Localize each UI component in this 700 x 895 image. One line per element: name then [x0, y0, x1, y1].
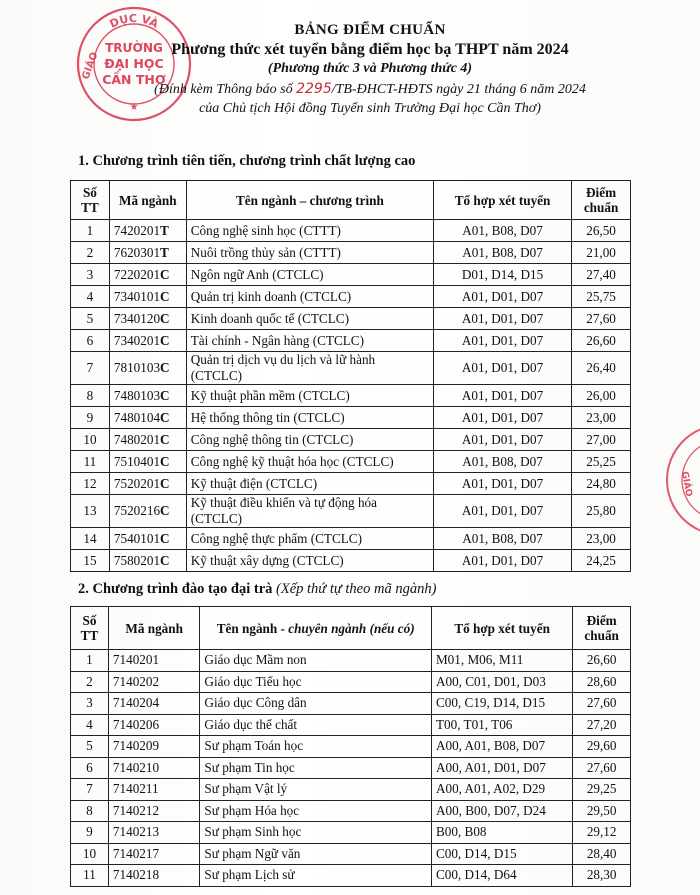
row-score: 24,25 [572, 550, 631, 572]
row-score: 28,40 [573, 843, 631, 865]
table-row [71, 330, 631, 352]
row-combo: B00, B08 [431, 822, 572, 844]
code-number: 7220201 [113, 266, 161, 282]
stamp-star-icon: ★ [129, 102, 139, 113]
table-row [71, 429, 631, 451]
row-code [109, 451, 186, 473]
row-code: 7140201 [108, 650, 200, 672]
stamp-line-1: TRƯỜNG [105, 41, 163, 55]
row-name: Sư phạm Vật lý [200, 779, 432, 801]
row-stt: 15 [71, 550, 110, 572]
row-name: Công nghệ sinh học (CTTT) [186, 220, 433, 242]
row-code: 7140204 [108, 693, 200, 715]
table-row [71, 736, 631, 758]
row-name: Giáo dục thể chất [200, 714, 432, 736]
row-combo: A01, B08, D07 [434, 242, 572, 264]
table-row [71, 757, 631, 779]
row-score: 27,60 [573, 757, 631, 779]
row-name: Giáo dục Tiểu học [200, 671, 432, 693]
table-row [71, 242, 631, 264]
admission-methods: (Phương thức 3 và Phương thức 4) [267, 61, 473, 76]
section-2-title [78, 581, 436, 598]
code-suffix: C [160, 387, 170, 403]
row-score: 26,40 [572, 352, 631, 385]
row-code: 7140211 [108, 779, 200, 801]
row-score: 27,40 [572, 264, 631, 286]
row-stt: 3 [71, 264, 110, 286]
code-number: 7480104 [113, 409, 161, 425]
row-stt: 8 [71, 800, 109, 822]
row-combo: A00, C01, D01, D03 [431, 671, 572, 693]
row-score: 25,25 [572, 451, 631, 473]
code-number: 7520201 [113, 475, 161, 491]
row-score: 25,80 [572, 495, 631, 528]
col-score: Điểm chuẩn [572, 181, 631, 220]
row-combo: A00, B00, D07, D24 [431, 800, 572, 822]
row-score: 23,00 [572, 407, 631, 429]
document-header [90, 22, 650, 118]
row-score: 27,60 [572, 308, 631, 330]
code-suffix: C [160, 409, 170, 425]
row-score: 26,60 [573, 650, 631, 672]
row-stt: 5 [71, 308, 110, 330]
stamp-line-3: CẦN THƠ [102, 72, 166, 87]
table-row [71, 843, 631, 865]
row-name: Sư phạm Lịch sử [200, 865, 432, 887]
table-row [71, 865, 631, 887]
row-score: 25,75 [572, 286, 631, 308]
row-code: 7140206 [108, 714, 200, 736]
code-number: 7540101 [113, 530, 161, 546]
row-score: 28,60 [573, 671, 631, 693]
table-row [71, 650, 631, 672]
row-code [109, 286, 186, 308]
code-number: 7480103 [113, 387, 161, 403]
code-number: 7480201 [113, 431, 161, 447]
code-number: 7520216 [113, 503, 161, 518]
code-suffix: T [160, 222, 169, 238]
row-combo: A01, D01, D07 [434, 330, 572, 352]
code-number: 7510401 [113, 453, 161, 469]
code-suffix: C [160, 360, 170, 375]
col-combo: Tổ hợp xét tuyển [434, 181, 572, 220]
row-code [109, 528, 186, 550]
row-score: 26,00 [572, 385, 631, 407]
row-combo: A01, D01, D07 [434, 407, 572, 429]
code-suffix: C [160, 431, 170, 447]
row-stt: 9 [71, 822, 109, 844]
row-score: 26,50 [572, 220, 631, 242]
row-name: Quản trị dịch vụ du lịch và lữ hành (CTCLC) [186, 352, 433, 385]
attachment-suffix: /TB-ĐHCT-HĐTS ngày 21 tháng 6 năm 2024 [331, 82, 586, 97]
col-combo: Tổ hợp xét tuyển [431, 607, 572, 650]
row-code: 7140202 [108, 671, 200, 693]
row-name: Ngôn ngữ Anh (CTCLC) [186, 264, 433, 286]
row-name: Công nghệ thực phẩm (CTCLC) [186, 528, 433, 550]
code-number: 7810103 [113, 360, 161, 375]
code-suffix: C [160, 530, 170, 546]
row-name: Hệ thống thông tin (CTCLC) [186, 407, 433, 429]
row-score: 29,25 [573, 779, 631, 801]
table-row [71, 308, 631, 330]
row-name: Quản trị kinh doanh (CTCLC) [186, 286, 433, 308]
row-combo: A00, A01, A02, D29 [431, 779, 572, 801]
row-stt: 2 [71, 671, 109, 693]
code-number: 7580201 [113, 552, 161, 568]
table-row [71, 451, 631, 473]
code-number: 7420201 [113, 222, 161, 238]
row-stt: 9 [71, 407, 110, 429]
table-row [71, 220, 631, 242]
row-code [109, 264, 186, 286]
row-code [109, 550, 186, 572]
col-stt: Số TT [71, 181, 110, 220]
col-name-prefix: Tên ngành - [216, 620, 289, 636]
table-row [71, 800, 631, 822]
row-name: Kỹ thuật phần mềm (CTCLC) [186, 385, 433, 407]
col-stt: Số TT [71, 607, 109, 650]
stamp-left-arc-text: GIÁO [80, 50, 101, 82]
code-suffix: T [160, 244, 169, 260]
row-score: 29,12 [573, 822, 631, 844]
row-score: 27,00 [572, 429, 631, 451]
col-code: Mã ngành [109, 181, 186, 220]
row-stt: 7 [71, 779, 109, 801]
code-suffix: C [160, 266, 170, 282]
col-score: Điểm chuẩn [573, 607, 631, 650]
row-stt: 11 [71, 451, 110, 473]
row-score: 28,30 [573, 865, 631, 887]
row-name: Kỹ thuật điện (CTCLC) [186, 473, 433, 495]
row-stt: 5 [71, 736, 109, 758]
code-suffix: C [160, 332, 170, 348]
col-name [200, 607, 432, 650]
row-combo: A01, D01, D07 [434, 352, 572, 385]
row-code [109, 220, 186, 242]
row-name: Sư phạm Sinh học [200, 822, 432, 844]
row-code [109, 330, 186, 352]
row-stt: 7 [71, 352, 110, 385]
row-code: 7140210 [108, 757, 200, 779]
row-stt: 10 [71, 429, 110, 451]
row-code: 7140209 [108, 736, 200, 758]
row-name: Giáo dục Công dân [200, 693, 432, 715]
row-code [109, 385, 186, 407]
stamp-arc-text: DỤC VÀ [107, 11, 161, 31]
row-stt: 3 [71, 693, 109, 715]
partial-seal-stamp [660, 420, 700, 540]
row-name: Giáo dục Mầm non [200, 650, 432, 672]
row-stt: 8 [71, 385, 110, 407]
table-row [71, 550, 631, 572]
row-combo: A01, D01, D07 [434, 308, 572, 330]
table-row [71, 693, 631, 715]
row-code [109, 308, 186, 330]
code-number: 7340101 [113, 288, 161, 304]
row-name: Kỹ thuật xây dựng (CTCLC) [186, 550, 433, 572]
row-name: Kỹ thuật điều khiển và tự động hóa (CTCLC) [186, 495, 433, 528]
table-header-row [71, 607, 631, 650]
row-stt: 4 [71, 286, 110, 308]
regular-programs-table [70, 606, 631, 887]
row-name: Kinh doanh quốc tế (CTCLC) [186, 308, 433, 330]
row-stt: 10 [71, 843, 109, 865]
row-code [109, 407, 186, 429]
table-row [71, 352, 631, 385]
row-score: 29,60 [573, 736, 631, 758]
row-combo: A00, A01, D01, D07 [431, 757, 572, 779]
row-name: Sư phạm Ngữ văn [200, 843, 432, 865]
row-combo: C00, D14, D64 [431, 865, 572, 887]
row-score: 27,60 [573, 693, 631, 715]
code-suffix: C [160, 503, 170, 518]
table-row [71, 286, 631, 308]
attachment-prefix: (Đính kèm Thông báo số [154, 82, 297, 97]
attachment-note [90, 80, 650, 118]
row-code [109, 242, 186, 264]
stamp-line-2: ĐẠI HỌC [104, 56, 164, 71]
col-name-italic: chuyên ngành (nếu có) [288, 620, 415, 636]
row-code [109, 473, 186, 495]
row-code [109, 352, 186, 385]
row-code: 7140212 [108, 800, 200, 822]
row-combo: A01, D01, D07 [434, 429, 572, 451]
row-combo: A01, D01, D07 [434, 550, 572, 572]
row-combo: A01, B08, D07 [434, 528, 572, 550]
row-stt: 4 [71, 714, 109, 736]
table-row [71, 714, 631, 736]
table-row [71, 407, 631, 429]
row-score: 23,00 [572, 528, 631, 550]
row-name: Sư phạm Toán học [200, 736, 432, 758]
row-combo: A01, B08, D07 [434, 451, 572, 473]
row-stt: 2 [71, 242, 110, 264]
section-2-title-note: (Xếp thứ tự theo mã ngành) [276, 581, 437, 597]
row-combo: A01, B08, D07 [434, 220, 572, 242]
row-stt: 13 [71, 495, 110, 528]
code-suffix: C [160, 552, 170, 568]
table-header-row [71, 181, 631, 220]
document-subtitle: Phương thức xét tuyển bằng điểm học bạ THPT năm 2024 [171, 41, 569, 58]
row-code: 7140213 [108, 822, 200, 844]
partial-seal-text: GIÁO [679, 470, 694, 498]
table-row [71, 779, 631, 801]
row-combo: C00, D14, D15 [431, 843, 572, 865]
attachment-line-2: của Chủ tịch Hội đồng Tuyển sinh Trường Đại học Cần Thơ) [199, 101, 541, 116]
table-row [71, 385, 631, 407]
table-row [71, 528, 631, 550]
row-stt: 12 [71, 473, 110, 495]
row-stt: 11 [71, 865, 109, 887]
row-combo: A00, A01, B08, D07 [431, 736, 572, 758]
row-stt: 14 [71, 528, 110, 550]
row-combo: A01, D01, D07 [434, 286, 572, 308]
row-name: Sư phạm Hóa học [200, 800, 432, 822]
row-stt: 6 [71, 330, 110, 352]
col-code: Mã ngành [108, 607, 200, 650]
col-name: Tên ngành – chương trình [186, 181, 433, 220]
table-row [71, 671, 631, 693]
row-combo: A01, D01, D07 [434, 385, 572, 407]
row-combo: M01, M06, M11 [431, 650, 572, 672]
row-name: Công nghệ thông tin (CTCLC) [186, 429, 433, 451]
row-code: 7140218 [108, 865, 200, 887]
row-name: Nuôi trồng thủy sản (CTTT) [186, 242, 433, 264]
row-name: Tài chính - Ngân hàng (CTCLC) [186, 330, 433, 352]
code-suffix: C [160, 453, 170, 469]
row-score: 21,00 [572, 242, 631, 264]
table-row [71, 822, 631, 844]
section-1-title: 1. Chương trình tiên tiến, chương trình chất lượng cao [78, 153, 416, 169]
row-combo: C00, C19, D14, D15 [431, 693, 572, 715]
row-combo: A01, D01, D07 [434, 473, 572, 495]
row-score: 29,50 [573, 800, 631, 822]
row-code [109, 429, 186, 451]
code-suffix: C [160, 310, 170, 326]
row-name: Công nghệ kỹ thuật hóa học (CTCLC) [186, 451, 433, 473]
table-row [71, 473, 631, 495]
document-title: BẢNG ĐIỂM CHUẨN [294, 22, 446, 38]
code-number: 7620301 [113, 244, 161, 260]
row-combo: T00, T01, T06 [431, 714, 572, 736]
row-stt: 1 [71, 650, 109, 672]
row-score: 24,80 [572, 473, 631, 495]
table-row [71, 495, 631, 528]
notice-number: 2295 [296, 81, 332, 97]
row-combo: D01, D14, D15 [434, 264, 572, 286]
code-number: 7340120 [113, 310, 161, 326]
row-name: Sư phạm Tin học [200, 757, 432, 779]
advanced-programs-table [70, 180, 631, 572]
row-stt: 6 [71, 757, 109, 779]
row-stt: 1 [71, 220, 110, 242]
code-suffix: C [160, 475, 170, 491]
code-suffix: C [160, 288, 170, 304]
row-code: 7140217 [108, 843, 200, 865]
row-combo: A01, D01, D07 [434, 495, 572, 528]
section-2-title-text: 2. Chương trình đào tạo đại trà [78, 581, 277, 597]
row-score: 26,60 [572, 330, 631, 352]
row-score: 27,20 [573, 714, 631, 736]
row-code [109, 495, 186, 528]
code-number: 7340201 [113, 332, 161, 348]
table-row [71, 264, 631, 286]
